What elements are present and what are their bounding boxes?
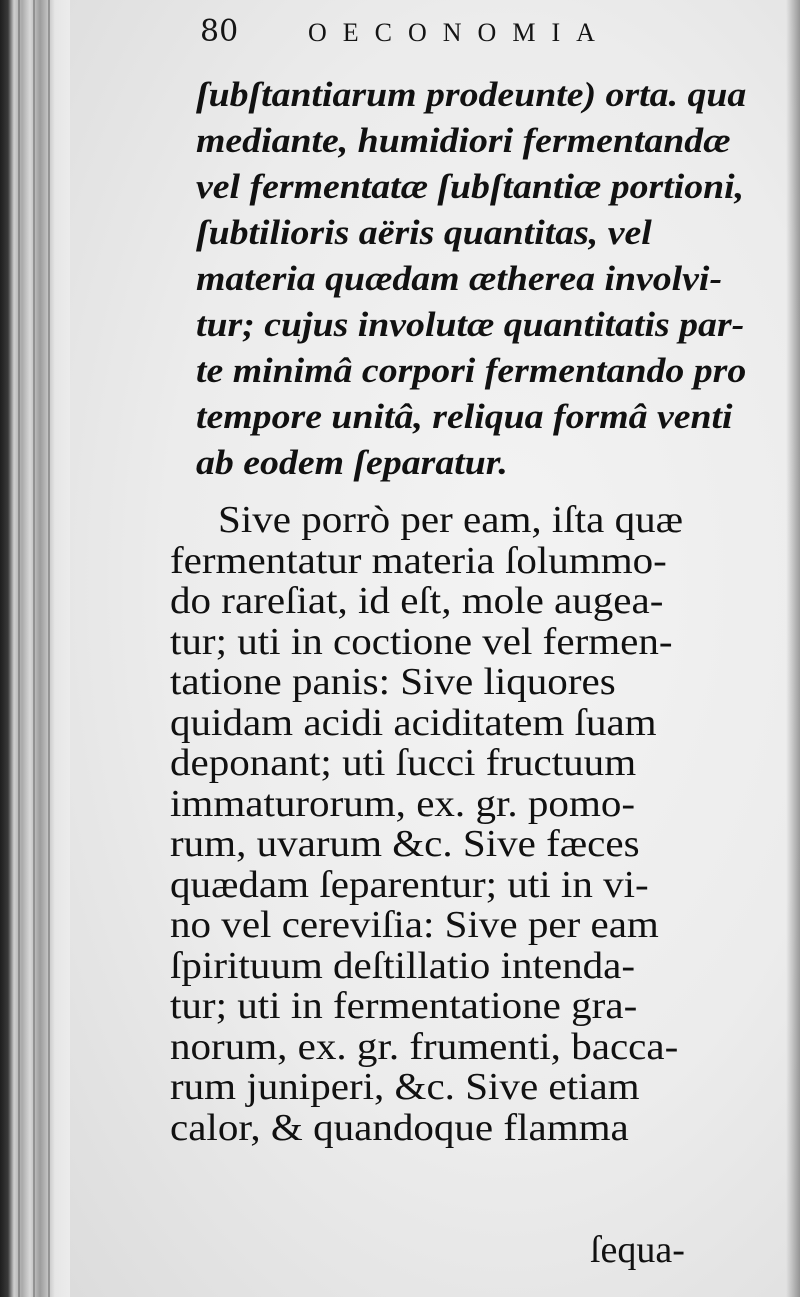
text-line: vel fermentatæ ſubſtantiæ portioni, [196,167,745,206]
catchword: ſequa- [590,1229,685,1271]
text-line: no vel cereviſia: Sive per eam [170,904,659,946]
text-line: calor, & quandoque flamma [170,1106,629,1149]
text-line: tempore unitâ, reliqua formâ venti [196,397,733,436]
text-line: tur; uti in fermentatione gra- [170,985,638,1027]
running-head: OECONOMIA [308,18,611,47]
text-line: ſubſtantiarum prodeunte) orta. qua [196,75,747,114]
text-line: ſubtilioris aëris quantitas, vel [196,213,652,252]
text-line: rum, uvarum &c. Sive fæces [170,823,640,865]
text-line: Sive porrò per eam, iſta quæ [218,499,684,541]
text-line: mediante, humidiori fermentandæ [196,121,731,160]
page-edge-line [33,0,35,1297]
text-line: te minimâ corpori fermentando pro [196,351,747,390]
text-line: norum, ex. gr. frumenti, bacca- [170,1025,679,1068]
page-edge-line [48,0,50,1297]
text-line: ſpirituum deſtillatio intenda- [170,944,636,987]
text-line: quidam acidi aciditatem ſuam [170,701,657,744]
text-line: tur; uti in coctione vel fermen- [170,620,673,663]
page-number: 80 [200,14,239,49]
text-line: tur; cujus involutæ quantitatis par- [196,305,745,344]
text-line: immaturorum, ex. gr. pomo- [170,782,636,825]
text-line: ab eodem ſeparatur. [196,443,508,482]
page-edge-line [18,0,20,1297]
text-line: do rareſiat, id eſt, mole augea- [170,580,664,622]
text-line: rum juniperi, &c. Sive etiam [170,1066,640,1108]
text-line: tatione panis: Sive liquores [170,661,616,703]
page-right-edge-shadow [786,0,800,1297]
roman-paragraph [170,500,775,1148]
italic-paragraph [196,72,776,486]
text-line: quædam ſeparentur; uti in vi- [170,863,649,906]
text-line: deponant; uti ſucci fructuum [170,742,637,784]
text-line: materia quædam ætherea involvi- [196,259,723,298]
text-line: fermentatur materia ſolummo- [170,539,667,582]
